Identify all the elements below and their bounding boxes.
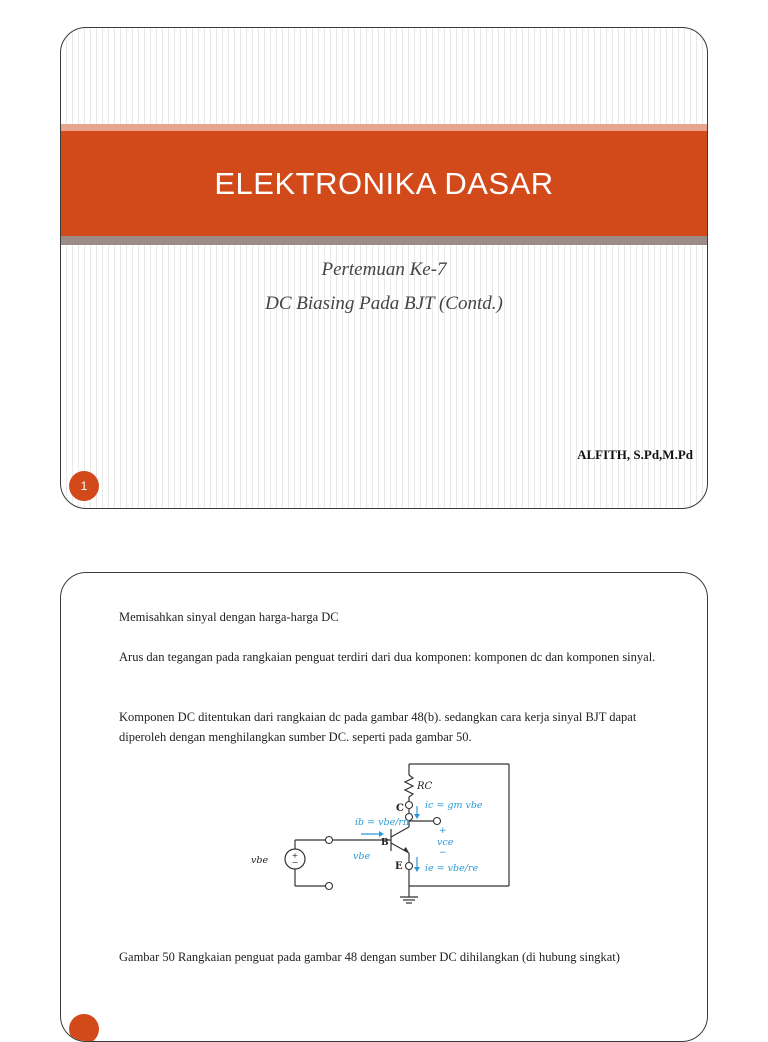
vce-label: vce	[437, 837, 454, 848]
subtitle-topic: DC Biasing Pada BJT (Contd.)	[265, 293, 503, 314]
title-slide	[60, 27, 708, 509]
slide-title: ELEKTRONIKA DASAR	[214, 165, 554, 201]
rc-label: RC	[417, 781, 433, 792]
collector-label: C	[396, 803, 404, 814]
base-label: B	[381, 838, 389, 848]
paragraph-components: Arus dan tegangan pada rangkaian penguat terdiri dari dua komponen: komponen dc dan komponen sinyal.	[119, 650, 656, 664]
vce-plus: +	[439, 826, 447, 836]
ic-label: ic = gm vbe	[425, 800, 483, 811]
ic-arrow-icon	[414, 814, 420, 819]
emitter-arrow-icon	[403, 847, 409, 853]
collector-node	[406, 802, 413, 809]
ground-node	[326, 883, 333, 890]
bjt-circuit-detail	[247, 759, 509, 907]
emitter-label: E	[395, 861, 403, 872]
vbe-label: vbe	[353, 851, 371, 862]
emitter-node	[406, 863, 413, 870]
base-node	[326, 837, 333, 844]
ib-arrow-icon	[379, 831, 384, 837]
output-node	[434, 818, 441, 825]
accent-band-top	[61, 124, 707, 131]
vce-minus: −	[439, 848, 447, 858]
source-minus: −	[291, 858, 299, 867]
subtitle-meeting: Pertemuan Ke-7	[321, 259, 447, 280]
content-slide	[60, 572, 708, 1042]
source-plus: +	[291, 851, 299, 860]
ie-label: ie = vbe/re	[425, 863, 479, 874]
source-label: vbe	[251, 855, 269, 866]
page-number-badge-2	[69, 1014, 99, 1042]
author-name: ALFITH, S.Pd,M.Pd	[577, 447, 693, 462]
page-number-badge: 1	[69, 471, 99, 501]
figure-caption: Gambar 50 Rangkaian penguat pada gambar 48 dengan sumber DC dihilangkan (di hubung singkat)	[119, 950, 620, 964]
paragraph-heading: Memisahkan sinyal dengan harga-harga DC	[119, 610, 339, 624]
ib-label: ib = vbe/rπ	[355, 817, 410, 828]
accent-band-bottom	[61, 236, 707, 245]
ie-arrow-icon	[414, 867, 420, 872]
paragraph-dc-component: Komponen DC ditentukan dari rangkaian dc pada gambar 48(b). sedangkan cara kerja sinyal BJT dapat diperoleh dengan menghilangkan sumber DC. seperti pada gambar 50.	[119, 710, 637, 744]
